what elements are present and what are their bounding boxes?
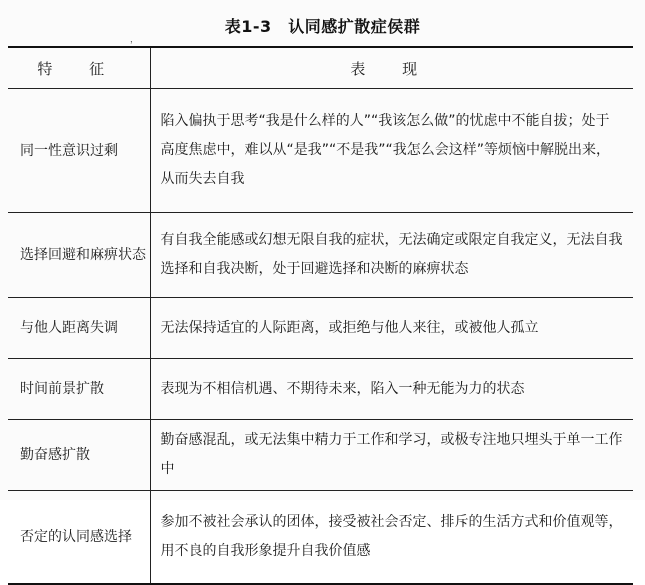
row-manifestation: 有自我全能感或幻想无限自我的症状，无法确定或限定自我定义，无法自我选择和自我决断，处于回避选择和决断的麻痹状态 bbox=[150, 213, 633, 298]
table-title: 表1-3 认同感扩散症侯群 bbox=[224, 17, 421, 36]
table-row bbox=[8, 420, 633, 491]
table-row bbox=[8, 213, 633, 298]
row-feature: 选择回避和麻痹状态 bbox=[8, 213, 150, 298]
row-manifestation: 无法保持适宜的人际距离，或拒绝与他人来往，或被他人孤立 bbox=[150, 298, 633, 359]
row-feature: 勤奋感扩散 bbox=[8, 420, 150, 491]
header-feature: 特 征 bbox=[8, 47, 150, 89]
row-manifestation: 参加不被社会承认的团体，接受被社会否定、排斥的生活方式和价值观等，用不良的自我形象提升自我价值感 bbox=[150, 491, 633, 585]
stray-mark: ， bbox=[130, 35, 140, 45]
table-row bbox=[8, 298, 633, 359]
table-header-row bbox=[8, 47, 633, 89]
row-manifestation: 陷入偏执于思考“我是什么样的人”“我该怎么做”的忧虑中不能自拔；处于高度焦虑中，难以从“是我”“不是我”“我怎么会这样”等烦恼中解脱出来，从而失去自我 bbox=[150, 89, 633, 213]
row-manifestation: 表现为不相信机遇、不期待未来，陷入一种无能为力的状态 bbox=[150, 359, 633, 420]
row-feature: 否定的认同感选择 bbox=[8, 491, 150, 585]
row-manifestation: 勤奋感混乱，或无法集中精力于工作和学习，或极专注地只埋头于单一工作中 bbox=[150, 420, 633, 491]
table-row bbox=[8, 491, 633, 585]
row-feature: 时间前景扩散 bbox=[8, 359, 150, 420]
row-feature: 同一性意识过剩 bbox=[8, 89, 150, 213]
header-manifestation: 表 现 bbox=[150, 47, 633, 89]
table-row bbox=[8, 89, 633, 213]
row-feature: 与他人距离失调 bbox=[8, 298, 150, 359]
syndrome-table bbox=[8, 46, 633, 585]
table-row bbox=[8, 359, 633, 420]
